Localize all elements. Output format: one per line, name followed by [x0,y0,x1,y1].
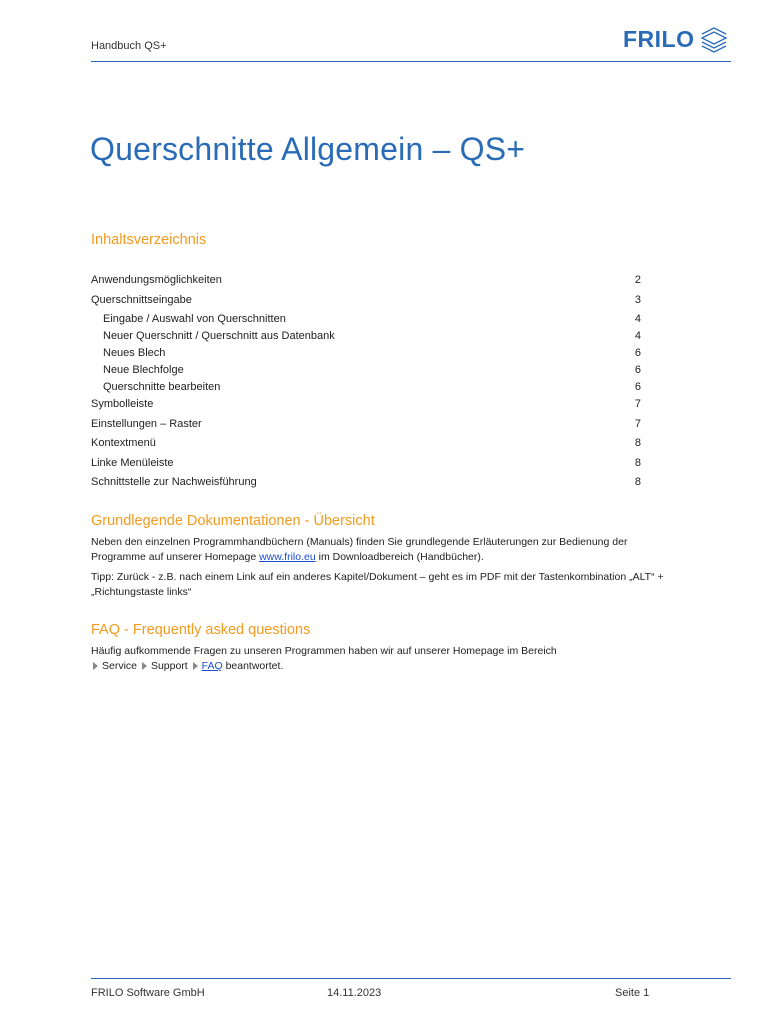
logo-text: FRILO [623,25,695,52]
toc-entry[interactable] [91,274,641,290]
toc-entry-title: Eingabe / Auswahl von Querschnitten [103,313,286,325]
toc-entry-page: 6 [634,347,641,359]
toc-entry-title: Querschnittseingabe [91,294,192,306]
toc-entry-page: 8 [634,437,641,449]
toc-entry-page: 4 [634,330,641,342]
toc-entry-page: 4 [634,313,641,325]
footer-page-number: Seite 1 [615,987,650,999]
toc-entry[interactable] [91,457,641,473]
header-rule [91,61,731,62]
faq-heading: FAQ - Frequently asked questions [91,622,311,638]
docs-text-after: im Downloadbereich (Handbücher). [315,551,484,563]
toc-entry-page: 8 [634,457,641,469]
toc-entry-page: 7 [634,398,641,410]
toc-entry[interactable] [91,418,641,434]
toc-entry[interactable] [91,437,641,453]
toc-entry[interactable] [91,398,641,414]
docs-paragraph [91,535,671,565]
toc-entry[interactable] [91,313,641,329]
chevron-right-icon [142,662,147,670]
frilo-logo [623,23,728,55]
toc-entry[interactable] [91,476,641,492]
toc-entry-page: 3 [634,294,641,306]
faq-text: Häufig aufkommende Fragen zu unseren Programmen haben wir auf unserer Homepage im Bereich [91,645,557,657]
chevron-right-icon [93,662,98,670]
toc-entry[interactable] [91,294,641,310]
docs-heading: Grundlegende Dokumentationen - Übersicht [91,513,375,529]
footer-date: 14.11.2023 [327,987,382,999]
toc-entry-title: Neuer Querschnitt / Querschnitt aus Datenbank [103,330,335,342]
faq-paragraph [91,644,671,674]
toc-entry[interactable] [91,347,641,363]
toc-entry-title: Schnittstelle zur Nachweisführung [91,476,257,488]
toc-entry-page: 7 [634,418,641,430]
toc-entry-title: Kontextmenü [91,437,156,449]
tip-paragraph: Tipp: Zurück - z.B. nach einem Link auf ein anderes Kapitel/Dokument – geht es im PDF mit der Tastenkombination „ALT“ + „Richtungstaste links“ [91,571,664,598]
docs-text-before: Neben den einzelnen Programmhandbüchern (Manuals) finden Sie grundlegende Erläuterungen zur Bedienung der Programme auf unserer Homepage [91,536,628,563]
faq-link[interactable]: FAQ [201,660,223,672]
toc-entry-title: Querschnitte bearbeiten [103,381,221,393]
toc-entry-title: Symbolleiste [91,398,154,410]
footer-company: FRILO Software GmbH [91,987,205,999]
toc-entry-page: 6 [634,381,641,393]
chevron-right-icon [193,662,198,670]
page-title: Querschnitte Allgemein – QS+ [90,131,526,167]
toc-entry-title: Neues Blech [103,347,166,359]
toc-entry-title: Neue Blechfolge [103,364,184,376]
logo-stack-icon [698,24,728,54]
toc-entry-page: 6 [634,364,641,376]
toc-entry[interactable] [91,330,641,346]
footer-rule [91,978,731,979]
toc-entry-title: Anwendungsmöglichkeiten [91,274,222,286]
faq-text-after: beantwortet. [222,660,284,672]
toc-entry-title: Einstellungen – Raster [91,418,202,430]
breadcrumb-support: Support [150,660,188,672]
breadcrumb-service: Service [102,660,138,672]
toc-entry[interactable] [91,364,641,380]
header-label: Handbuch QS+ [91,40,167,52]
toc-entry[interactable] [91,381,641,397]
toc-entry-page: 8 [634,476,641,488]
toc-entry-title: Linke Menüleiste [91,457,174,469]
homepage-link[interactable]: www.frilo.eu [259,551,316,563]
toc-heading: Inhaltsverzeichnis [91,232,207,248]
toc-entry-page: 2 [634,274,641,286]
